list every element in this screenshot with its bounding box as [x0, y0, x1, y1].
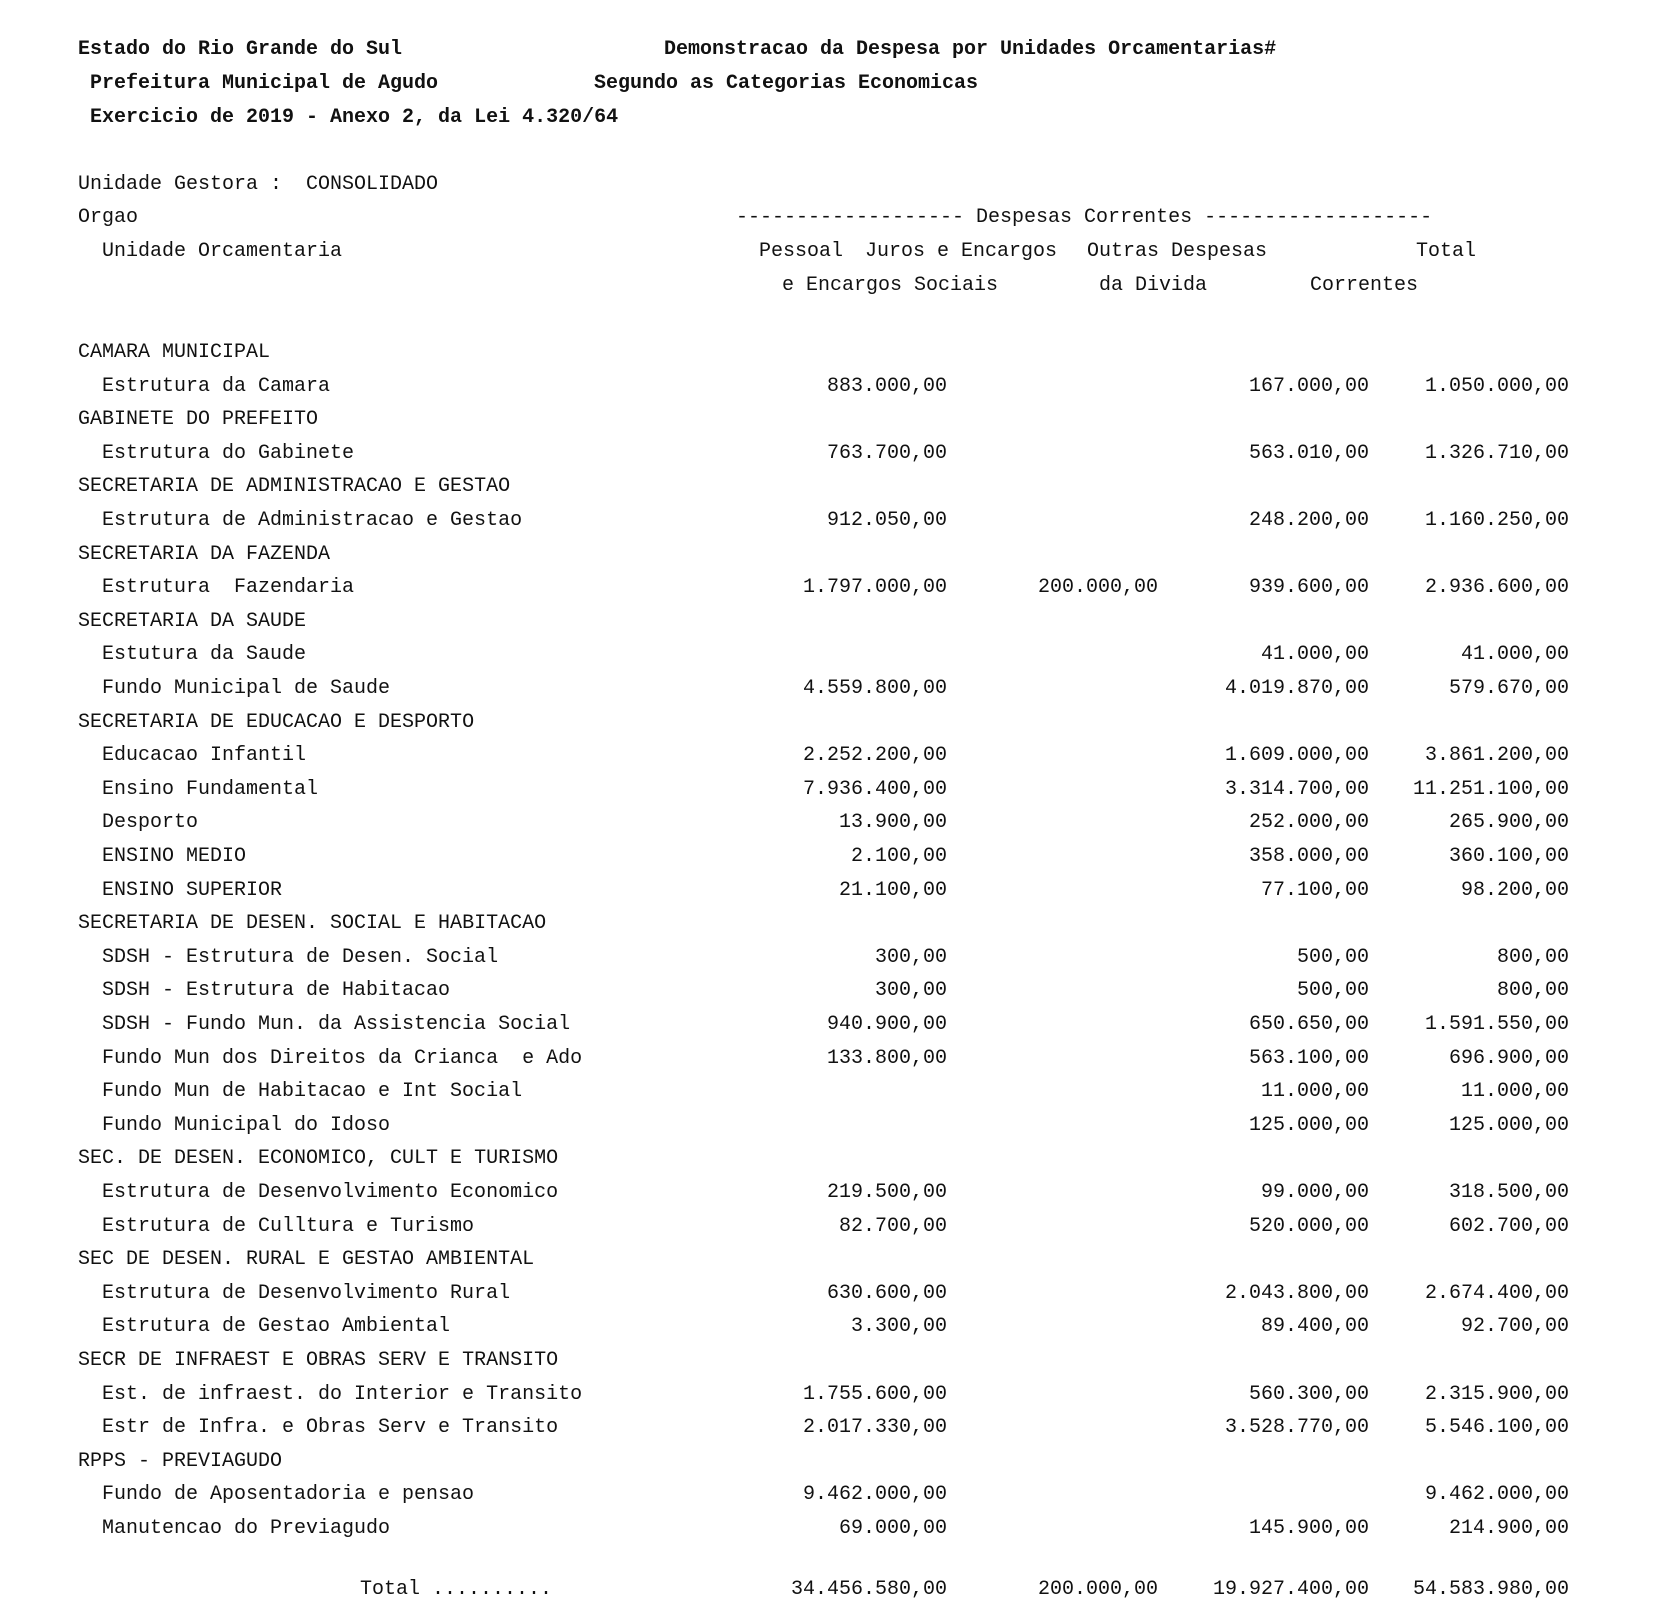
cell-outras: 145.900,00	[1248, 1517, 1369, 1540]
unidade-label: Estr de Infra. e Obras Serv e Transito	[102, 1416, 559, 1440]
cell-outras: 125.000,00	[1248, 1113, 1369, 1137]
orgao-heading: RPPS - PREVIAGUDO	[78, 1449, 283, 1473]
cell-pessoal: 4.559.800,00	[802, 677, 947, 700]
state-name: Estado do Rio Grande do Sul	[78, 38, 403, 61]
cell-outras: 252.000,00	[1248, 811, 1369, 835]
unidade-label: Estrutura Fazendaria	[102, 576, 355, 600]
orgao-heading: SECRETARIA DE ADMINISTRACAO E GESTAO	[78, 475, 511, 499]
cell-total: 1.591.550,00	[1424, 1013, 1569, 1036]
cell-pessoal: 912.050,00	[826, 509, 947, 532]
orgao-heading: SECR DE INFRAEST E OBRAS SERV E TRANSITO	[78, 1349, 559, 1372]
cell-total: 9.462.000,00	[1424, 1483, 1569, 1507]
orgao-heading: SECRETARIA DE EDUCACAO E DESPORTO	[78, 710, 475, 734]
cell-pessoal: 2.252.200,00	[802, 744, 947, 768]
unidade-label: Estutura da Saude	[102, 643, 307, 667]
cell-total: 2.936.600,00	[1424, 576, 1569, 600]
cell-total: 265.900,00	[1448, 811, 1569, 835]
cell-outras: 77.100,00	[1260, 878, 1369, 902]
cell-total: 41.000,00	[1460, 643, 1569, 667]
cell-outras: 563.100,00	[1248, 1046, 1369, 1070]
cell-total: 98.200,00	[1460, 878, 1569, 902]
report-subtitle: Segundo as Categorias Economicas	[594, 72, 979, 95]
cell-pessoal: 3.300,00	[850, 1315, 947, 1339]
unidade-label: Estrutura de Desenvolvimento Economico	[102, 1181, 559, 1204]
cell-total: 579.670,00	[1448, 677, 1569, 700]
cell-pessoal: 7.936.400,00	[802, 777, 947, 801]
unidade-label: Fundo Municipal de Saude	[102, 677, 391, 700]
cell-pessoal: 9.462.000,00	[802, 1483, 947, 1507]
cell-outras: 358.000,00	[1248, 845, 1369, 868]
cell-total: 602.700,00	[1448, 1214, 1569, 1238]
unidade-label: Est. de infraest. do Interior e Transito	[102, 1382, 583, 1406]
cell-pessoal: 2.017.330,00	[802, 1416, 947, 1440]
cell-pessoal: 883.000,00	[826, 374, 947, 398]
cell-outras: 11.000,00	[1260, 1080, 1369, 1104]
cell-outras: 939.600,00	[1248, 576, 1369, 600]
cell-pessoal: 300,00	[874, 979, 947, 1003]
unidade-label: ENSINO SUPERIOR	[102, 878, 283, 902]
cell-total: 360.100,00	[1448, 845, 1569, 868]
despesas-correntes-header: ------------------- Despesas Correntes -------------------	[736, 206, 1433, 229]
col-pessoal-header-2: e Encargos Sociais	[782, 274, 999, 297]
cell-total: 5.546.100,00	[1424, 1416, 1569, 1440]
col-outras-header-2: Correntes	[1310, 274, 1419, 297]
cell-total: 11.251.100,00	[1412, 777, 1569, 801]
unidade-label: Estrutura de Desenvolvimento Rural	[102, 1281, 511, 1305]
cell-pessoal: 13.900,00	[838, 811, 947, 835]
unidade-label: Fundo de Aposentadoria e pensao	[102, 1483, 475, 1507]
unidade-label: SDSH - Fundo Mun. da Assistencia Social	[102, 1013, 571, 1036]
cell-pessoal: 82.700,00	[838, 1214, 947, 1238]
cell-outras: 3.314.700,00	[1224, 777, 1369, 801]
cell-outras: 1.609.000,00	[1224, 744, 1369, 768]
col-outras-header-1: Outras Despesas	[1087, 240, 1268, 263]
cell-outras: 41.000,00	[1260, 643, 1369, 667]
prefeitura-name: Prefeitura Municipal de Agudo	[90, 72, 439, 95]
total-pessoal: 34.456.580,00	[790, 1578, 947, 1601]
cell-total: 800,00	[1496, 945, 1569, 969]
cell-pessoal: 2.100,00	[850, 845, 947, 868]
total-label: Total ..........	[360, 1578, 553, 1601]
cell-total: 214.900,00	[1448, 1517, 1569, 1540]
cell-pessoal: 763.700,00	[826, 441, 947, 465]
total-geral: 54.583.980,00	[1412, 1578, 1569, 1601]
cell-outras: 520.000,00	[1248, 1214, 1369, 1238]
unidade-label: SDSH - Estrutura de Habitacao	[102, 979, 451, 1003]
orgao-heading: SECRETARIA DE DESEN. SOCIAL E HABITACAO	[78, 912, 547, 936]
unidade-label: Manutencao do Previagudo	[102, 1517, 391, 1540]
report-title: Demonstracao da Despesa por Unidades Orcamentarias#	[664, 38, 1277, 61]
cell-outras: 2.043.800,00	[1224, 1281, 1369, 1305]
cell-pessoal: 1.755.600,00	[802, 1382, 947, 1406]
col-juros-header-2: da Divida	[1099, 274, 1208, 297]
cell-total: 318.500,00	[1448, 1181, 1569, 1204]
cell-outras: 650.650,00	[1248, 1013, 1369, 1036]
unidade-gestora: Unidade Gestora : CONSOLIDADO	[78, 173, 439, 196]
cell-total: 92.700,00	[1460, 1315, 1569, 1339]
orgao-heading: CAMARA MUNICIPAL	[78, 341, 271, 364]
col-juros-header-1: Juros e Encargos	[865, 240, 1058, 263]
cell-outras: 89.400,00	[1260, 1315, 1369, 1339]
cell-outras: 4.019.870,00	[1224, 677, 1369, 700]
orgao-heading: GABINETE DO PREFEITO	[78, 408, 319, 432]
cell-juros: 200.000,00	[1037, 576, 1158, 600]
total-juros: 200.000,00	[1037, 1578, 1158, 1601]
cell-total: 2.315.900,00	[1424, 1382, 1569, 1406]
cell-total: 1.160.250,00	[1424, 509, 1569, 532]
cell-total: 2.674.400,00	[1424, 1281, 1569, 1305]
cell-outras: 3.528.770,00	[1224, 1416, 1369, 1440]
orgao-heading: SEC DE DESEN. RURAL E GESTAO AMBIENTAL	[78, 1248, 535, 1272]
unidade-label: Fundo Mun de Habitacao e Int Social	[102, 1080, 523, 1104]
unidade-label: Educacao Infantil	[102, 744, 307, 768]
cell-total: 696.900,00	[1448, 1046, 1569, 1070]
cell-pessoal: 69.000,00	[838, 1517, 947, 1540]
cell-outras: 500,00	[1296, 979, 1369, 1003]
cell-pessoal: 300,00	[874, 945, 947, 969]
cell-outras: 248.200,00	[1248, 509, 1369, 532]
unidade-label: Desporto	[102, 811, 199, 835]
cell-outras: 560.300,00	[1248, 1382, 1369, 1406]
unidade-label: Estrutura de Administracao e Gestao	[102, 509, 523, 532]
cell-total: 1.326.710,00	[1424, 441, 1569, 465]
unidade-label: Estrutura de Culltura e Turismo	[102, 1214, 475, 1238]
cell-outras: 500,00	[1296, 945, 1369, 969]
cell-total: 800,00	[1496, 979, 1569, 1003]
cell-pessoal: 940.900,00	[826, 1013, 947, 1036]
exercicio-line: Exercicio de 2019 - Anexo 2, da Lei 4.320/64	[90, 106, 619, 129]
orgao-heading: SEC. DE DESEN. ECONOMICO, CULT E TURISMO	[78, 1147, 559, 1171]
cell-pessoal: 21.100,00	[838, 878, 947, 902]
unidade-label: Fundo Municipal do Idoso	[102, 1113, 391, 1137]
cell-pessoal: 133.800,00	[826, 1046, 947, 1070]
cell-pessoal: 219.500,00	[826, 1181, 947, 1204]
cell-total: 3.861.200,00	[1424, 744, 1569, 768]
unidade-orcamentaria-label: Unidade Orcamentaria	[102, 240, 343, 263]
cell-pessoal: 630.600,00	[826, 1281, 947, 1305]
cell-total: 11.000,00	[1460, 1080, 1569, 1104]
unidade-label: Estrutura de Gestao Ambiental	[102, 1315, 451, 1339]
orgao-label: Orgao	[78, 206, 139, 229]
unidade-label: SDSH - Estrutura de Desen. Social	[102, 945, 499, 969]
cell-total: 1.050.000,00	[1424, 374, 1569, 398]
cell-outras: 99.000,00	[1260, 1181, 1369, 1204]
col-pessoal-header-1: Pessoal	[759, 240, 844, 263]
cell-outras: 563.010,00	[1248, 441, 1369, 465]
col-total-header-1: Total	[1416, 240, 1477, 263]
orgao-heading: SECRETARIA DA FAZENDA	[78, 542, 331, 566]
cell-pessoal: 1.797.000,00	[802, 576, 947, 600]
unidade-label: ENSINO MEDIO	[102, 845, 247, 868]
total-outras: 19.927.400,00	[1212, 1578, 1369, 1601]
unidade-label: Fundo Mun dos Direitos da Crianca e Ado	[102, 1046, 583, 1070]
cell-outras: 167.000,00	[1248, 374, 1369, 398]
unidade-label: Estrutura do Gabinete	[102, 441, 355, 465]
unidade-label: Ensino Fundamental	[102, 777, 319, 801]
cell-total: 125.000,00	[1448, 1113, 1569, 1137]
unidade-label: Estrutura da Camara	[102, 374, 331, 398]
orgao-heading: SECRETARIA DA SAUDE	[78, 609, 307, 633]
